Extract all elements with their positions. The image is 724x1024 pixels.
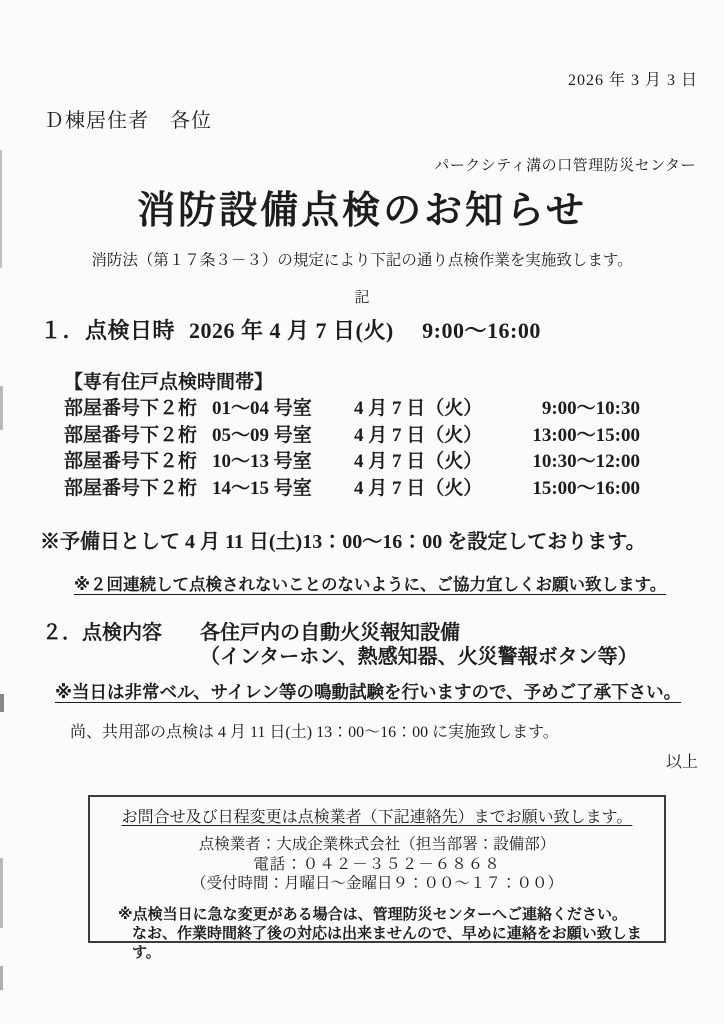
section2-heading <box>42 621 724 669</box>
contact-box-title: お問合せ及び日程変更は点検業者（下記連絡先）までお願い致します。 <box>121 809 633 826</box>
reserve-day-note: ※予備日として 4 月 11 日(土)13：00～16：00 を設定しております。 <box>40 531 646 553</box>
inspection-time: 15:00～16:00 <box>532 477 640 499</box>
recipient-line: Ｄ棟居住者 各位 <box>44 110 212 132</box>
inspection-date: 4 月 7 日（火） <box>354 451 483 472</box>
room-prefix: 部屋番号下２桁 <box>64 451 198 472</box>
room-range: 05～09 号室 <box>212 424 312 446</box>
cooperation-note: ※２回連続して点検されないことのないように、ご協力宜しくお願い致します。 <box>74 576 667 594</box>
room-prefix: 部屋番号下２桁 <box>64 477 198 499</box>
scan-artifact <box>0 858 3 928</box>
schedule-caption: 【専有住戸点検時間帯】 <box>64 372 274 393</box>
inspection-date: 4 月 7 日（火） <box>354 424 483 446</box>
scan-artifact <box>0 694 4 712</box>
room-range: 14～15 号室 <box>212 477 312 499</box>
room-prefix: 部屋番号下２桁 <box>64 424 198 446</box>
schedule-row <box>64 396 724 423</box>
section2-label: ２．点検内容 <box>42 622 162 644</box>
inspection-date: 4 月 7 日（火） <box>354 477 483 499</box>
issue-date: 2026 年 3 月 3 日 <box>567 72 698 89</box>
section1-heading <box>40 316 724 346</box>
contact-hours: （受付時間：月曜日～金曜日９：００～１７：００） <box>190 875 563 892</box>
scan-artifact <box>0 150 2 268</box>
document-title: 消防設備点検のお知らせ <box>137 190 587 232</box>
contact-phone: 電話：０４２－３５２－６８６８ <box>253 856 501 873</box>
section2-content <box>200 621 638 669</box>
inspection-time: 9:00～10:30 <box>541 398 640 419</box>
contact-box <box>88 795 666 961</box>
schedule-row <box>64 449 724 476</box>
inspection-schedule <box>64 370 724 502</box>
contact-note1: ※点検当日に急な変更がある場合は、管理防災センターへご連絡ください。 <box>118 906 627 923</box>
alarm-test-warning: ※当日は非常ベル、サイレン等の鳴動試験を行いますので、予めご了承下さい。 <box>55 682 682 702</box>
scan-artifact <box>0 386 3 430</box>
common-area-note: 尚、共用部の点検は 4 月 11 日(土) 13：00～16：00 に実施致します。 <box>70 724 559 741</box>
record-mark: 記 <box>354 290 370 306</box>
room-prefix: 部屋番号下２桁 <box>64 398 198 419</box>
inspection-date: 4 月 7 日（火） <box>354 398 483 419</box>
sender-line: パークシティ溝の口管理防災センター <box>434 158 696 174</box>
section1-label: １．点検日時 <box>40 318 176 343</box>
schedule-row <box>64 476 724 503</box>
section2-line1: 各住戸内の自動火災報知設備 <box>200 622 460 644</box>
room-range: 10～13 号室 <box>212 451 312 472</box>
closing-mark: 以上 <box>665 754 698 771</box>
inspection-time: 10:30～12:00 <box>532 451 640 472</box>
scan-artifact <box>0 966 3 990</box>
inspection-time: 13:00～15:00 <box>532 424 640 446</box>
contact-company: 点検業者：大成企業株式会社（担当部署：設備部） <box>198 836 556 853</box>
section2-line2: （インターホン、熱感知器、火災警報ボタン等） <box>200 646 638 668</box>
section1-value: 2026 年 4 月 7 日(火) 9:00～16:00 <box>189 318 541 343</box>
intro-text: 消防法（第１７条３－３）の規定により下記の通り点検作業を実施致します。 <box>91 252 633 269</box>
schedule-row <box>64 423 724 450</box>
room-range: 01～04 号室 <box>212 398 312 419</box>
contact-note2: なお、作業時間終了後の対応は出来ませんので、早めに連絡をお願い致します。 <box>132 925 642 961</box>
